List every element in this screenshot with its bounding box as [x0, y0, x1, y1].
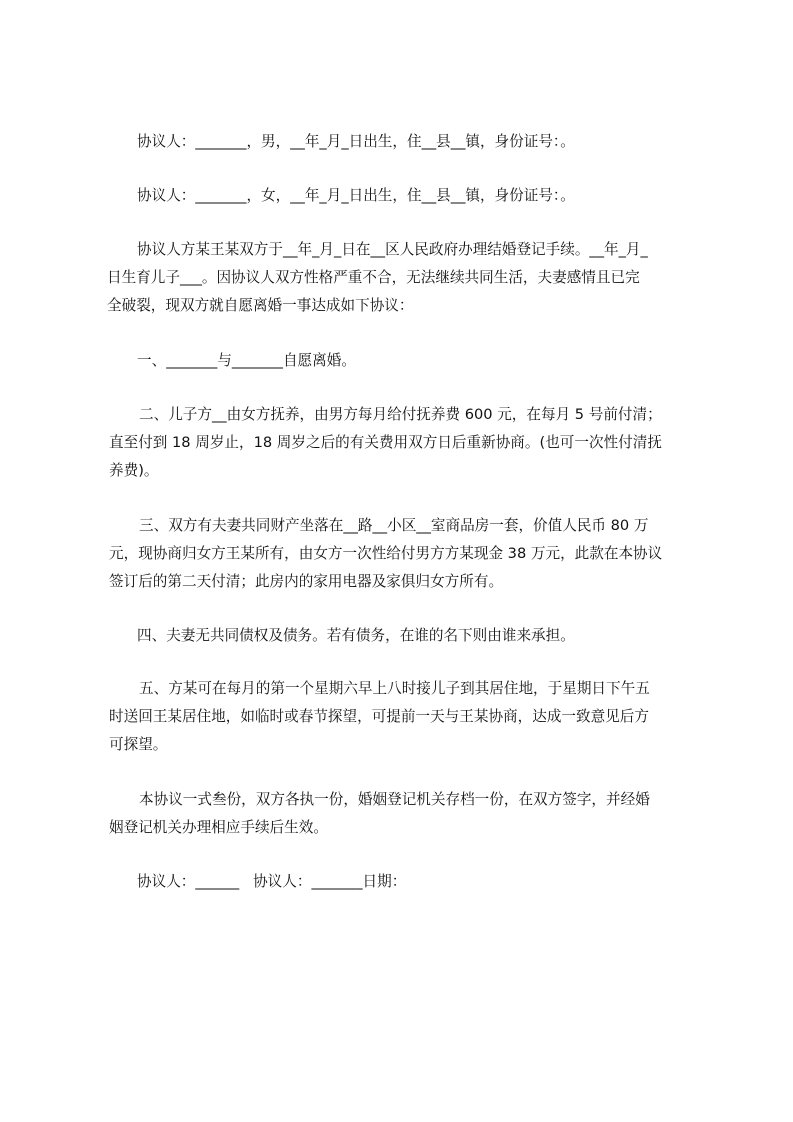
clause-5-line-2: 时送回王某居住地，如临时或春节探望，可提前一天与王某协商，达成一致意见后方 [109, 708, 649, 725]
intro-paragraph [107, 236, 700, 320]
clause-2-line-2: 直至付到 18 周岁止，18 周岁之后的有关费用双方日后重新协商。(也可一次性付清抚 [109, 434, 662, 451]
clause-5 [107, 675, 700, 759]
intro-line-1: 协议人方某王某双方于__年_月_日在__区人民政府办理结婚登记手续。__年_月_ [137, 241, 648, 258]
clause-5-line-1: 五、方某可在每月的第一个星期六早上八时接儿子到其居住地，于星期日下午五 [139, 680, 650, 697]
document-body [107, 128, 700, 896]
signature-line: 协议人：______ 协议人：_______日期： [137, 873, 407, 890]
clause-3-line-3: 签订后的第二天付清；此房内的家用电器及家俱归女方所有。 [109, 573, 504, 590]
clause-5-line-3: 可探望。 [109, 736, 168, 753]
clause-4: 四、夫妻无共同债权及债务。若有债务，在谁的名下则由谁来承担。 [137, 627, 575, 644]
clause-2-line-1: 二、儿子方__由女方抚养，由男方每月给付抚养费 600 元，在每月 5 号前付清； [139, 406, 662, 423]
intro-line-2: 日生育儿子___。因协议人双方性格严重不合，无法继续共同生活，夫妻感情且已完 [107, 269, 640, 286]
clause-1: 一、_______与_______自愿离婚。 [137, 352, 356, 369]
clause-2-line-3: 养费)。 [109, 462, 159, 479]
effect-line-2: 姻登记机关办理相应手续后生效。 [109, 819, 328, 836]
effect-clause [107, 786, 700, 842]
party-b-line: 协议人：_______，女，__年_月_日出生，住__县__镇，身份证号：。 [137, 187, 575, 204]
effect-line-1: 本协议一式叁份，双方各执一份，婚姻登记机关存档一份，在双方签字，并经婚 [139, 791, 650, 808]
intro-line-3: 全破裂，现双方就自愿离婚一事达成如下协议： [107, 297, 414, 314]
clause-3-line-1: 三、双方有夫妻共同财产坐落在__路__小区__室商品房一套，价值人民币 80 万 [139, 517, 649, 534]
party-a-line: 协议人：_______，男，__年_月_日出生，住__县__镇，身份证号：。 [137, 133, 575, 150]
clause-3 [107, 512, 700, 596]
clause-2 [107, 401, 700, 485]
clause-3-line-2: 元，现协商归女方王某所有，由女方一次性给付男方方某现金 38 万元，此款在本协议 [109, 545, 663, 562]
